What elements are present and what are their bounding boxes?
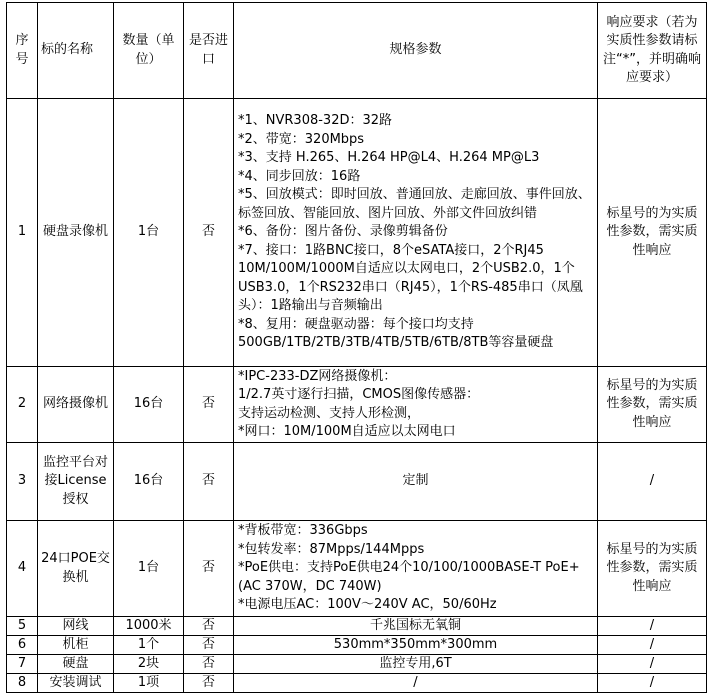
spec-line: *包转发率：87Mpps/144Mpps <box>238 541 425 557</box>
table-row <box>7 674 707 693</box>
row-imported: 否 <box>184 655 234 674</box>
header-spec: 规格参数 <box>234 3 598 99</box>
spec-line: *8、复用：硬盘驱动器：每个接口均支持500GB/1TB/2TB/3TB/4TB/5TB/6TB/8TB等容量硬盘 <box>238 316 554 351</box>
spec-line: *电源电压AC：100V～240V AC，50/60Hz <box>238 597 497 613</box>
header-response: 响应要求（若为实质性参数请标注“*”，并明确响应要求） <box>598 3 707 99</box>
table-row <box>7 655 707 674</box>
spec-line: *IPC-233-DZ网络摄像机： <box>238 368 397 384</box>
row-name: 网络摄像机 <box>38 367 114 443</box>
row-qty: 1000米 <box>114 617 184 636</box>
row-name: 硬盘 <box>38 655 114 674</box>
spec-line: *网口：10M/100M自适应以太网电口 <box>238 424 456 439</box>
header-imported: 是否进口 <box>184 3 234 99</box>
row-seq: 8 <box>7 674 38 693</box>
row-name: 硬盘录像机 <box>38 99 114 367</box>
row-imported: 否 <box>184 636 234 655</box>
table-row <box>7 99 707 367</box>
row-imported: 否 <box>184 443 234 521</box>
spec-line: 支持运动检测、支持人形检测， <box>238 405 421 421</box>
row-qty: 16台 <box>114 367 184 443</box>
row-seq: 6 <box>7 636 38 655</box>
row-spec: 千兆国标无氧铜 <box>234 617 598 636</box>
row-imported: 否 <box>184 99 234 367</box>
row-response: / <box>598 617 707 636</box>
row-seq: 4 <box>7 521 38 617</box>
row-response: / <box>598 443 707 521</box>
row-imported: 否 <box>184 521 234 617</box>
row-name: 监控平台对接License授权 <box>38 443 114 521</box>
row-response: / <box>598 674 707 693</box>
row-response: 标星号的为实质性参数，需实质性响应 <box>598 99 707 367</box>
row-name: 安装调试 <box>38 674 114 693</box>
spec-line: 1/2.7英寸逐行扫描，CMOS图像传感器： <box>238 387 480 402</box>
row-seq: 5 <box>7 617 38 636</box>
row-name: 24口POE交换机 <box>38 521 114 617</box>
spec-line: *背板带宽：336Gbps <box>238 523 368 539</box>
row-spec <box>234 99 598 367</box>
table-row <box>7 521 707 617</box>
spec-line: *6、备份：图片备份、录像剪辑备份 <box>238 224 448 240</box>
row-imported: 否 <box>184 367 234 443</box>
row-response: 标星号的为实质性参数，需实质性响应 <box>598 367 707 443</box>
row-spec: / <box>234 674 598 693</box>
table-row <box>7 443 707 521</box>
table-row <box>7 617 707 636</box>
row-imported: 否 <box>184 617 234 636</box>
header-seq: 序号 <box>7 3 38 99</box>
row-response: / <box>598 636 707 655</box>
spec-table <box>6 2 707 693</box>
row-name: 网线 <box>38 617 114 636</box>
row-spec: 530mm*350mm*300mm <box>234 636 598 655</box>
table-row <box>7 367 707 443</box>
row-imported: 否 <box>184 674 234 693</box>
row-spec <box>234 521 598 617</box>
spec-line: *7、接口：1路BNC接口，8个eSATA接口，2个RJ45 10M/100M/1000M自适应以太网电口，2个USB2.0，1个USB3.0，1个RS232串口（RJ45），1个RS-485串口（凤凰头）：1路输出与音频输出 <box>238 242 583 314</box>
row-qty: 2块 <box>114 655 184 674</box>
header-name: 标的名称 <box>38 3 114 99</box>
table-header-row <box>7 3 707 99</box>
spec-line: *1、NVR308-32D：32路 <box>238 113 393 129</box>
spec-line: *4、同步回放：16路 <box>238 168 361 184</box>
row-seq: 3 <box>7 443 38 521</box>
row-qty: 1台 <box>114 99 184 367</box>
row-name: 机柜 <box>38 636 114 655</box>
row-response: / <box>598 655 707 674</box>
row-seq: 7 <box>7 655 38 674</box>
header-qty: 数量（单位） <box>114 3 184 99</box>
spec-line: *2、带宽：320Mbps <box>238 131 365 147</box>
row-qty: 1台 <box>114 521 184 617</box>
row-seq: 2 <box>7 367 38 443</box>
row-spec <box>234 367 598 443</box>
row-qty: 1项 <box>114 674 184 693</box>
spec-line: *5、回放模式：即时回放、普通回放、走廊回放、事件回放、标签回放、智能回放、图片回放、外部文件回放纠错 <box>238 187 591 221</box>
row-qty: 1个 <box>114 636 184 655</box>
row-spec: 定制 <box>234 443 598 521</box>
row-qty: 16台 <box>114 443 184 521</box>
spec-line: *PoE供电：支持PoE供电24个10/100/1000BASE-T PoE+(AC 370W，DC 740W) <box>238 560 580 594</box>
row-spec: 监控专用,6T <box>234 655 598 674</box>
row-response: 标星号的为实质性参数，需实质性响应 <box>598 521 707 617</box>
row-seq: 1 <box>7 99 38 367</box>
spec-line: *3、支持 H.265、H.264 HP@L4、H.264 MP@L3 <box>238 150 540 166</box>
table-row <box>7 636 707 655</box>
